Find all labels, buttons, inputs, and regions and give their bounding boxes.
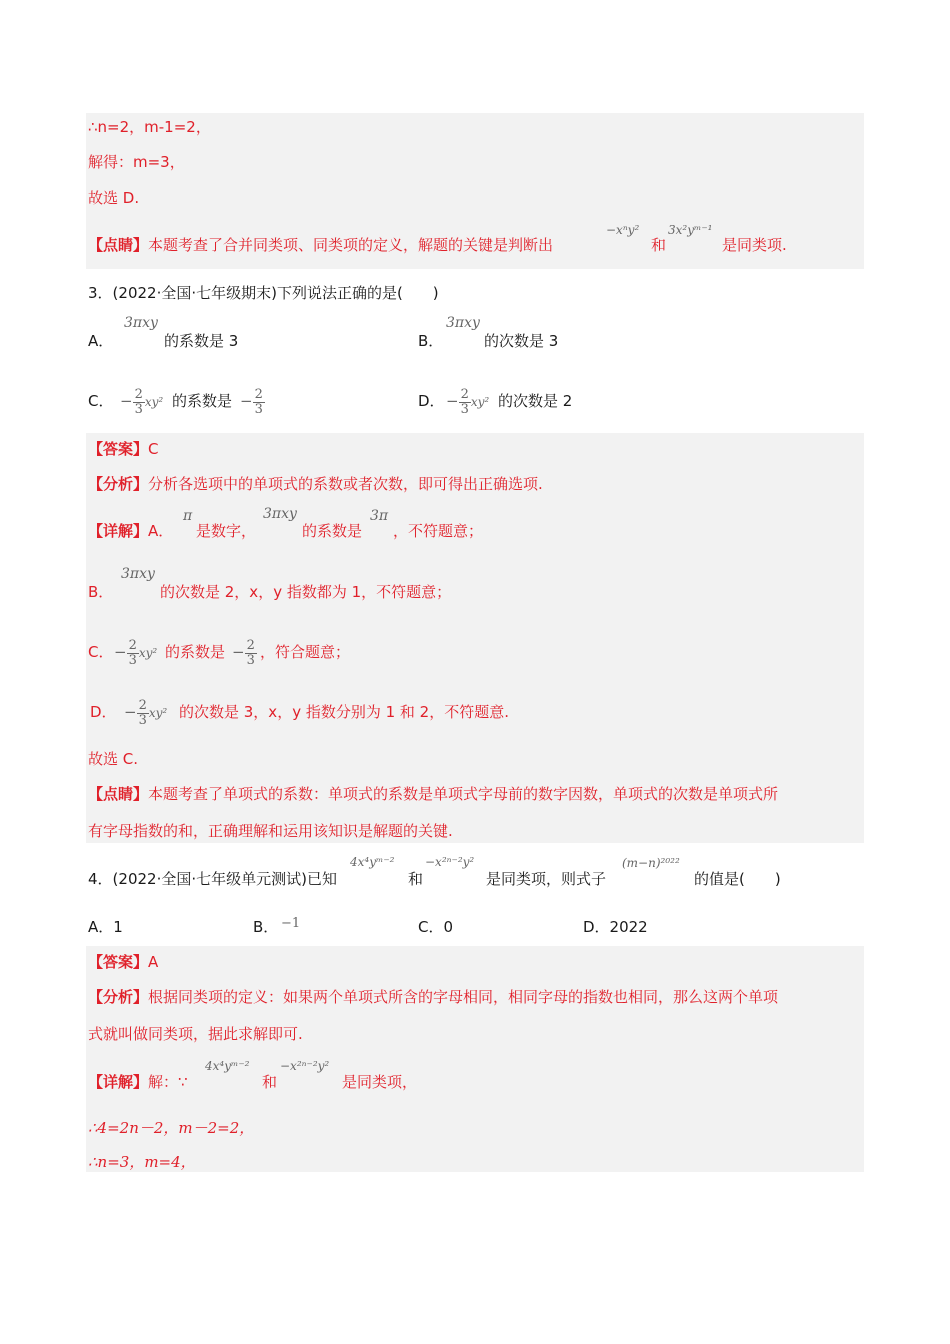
detail-tag: 【详解】 [88,522,149,540]
math-expression: − $\frac{2}{3}$ xy² [114,637,158,668]
note-text: 本题考查了合并同类项、同类项的定义，解题的关键是判断出 [148,236,554,254]
option-label: A． [88,332,114,350]
detail-line: 【详解】解：∵ [88,1073,188,1091]
note-tag: 【点睛】 [88,785,149,803]
detail-line: 【详解】A． [88,522,174,540]
answer-line [88,439,159,459]
option-text: 的系数是 [172,392,233,410]
math-expression: 4x⁴yᵐ⁻² [205,1059,250,1073]
option-text: 的次数是 2 [498,392,573,410]
solution-line: ∴n=2，m-1=2， [88,118,211,136]
detail-line: C． [88,643,114,661]
option-a: A．1 [88,918,123,936]
analysis-line [88,474,543,494]
analysis-line [88,987,778,1007]
solution-block-q4 [86,946,864,1172]
choice-line: 故选 C. [88,750,139,768]
answer-value: C [148,440,159,458]
math-expression: 3πxy [446,315,480,331]
math-expression: − $\frac{2}{3}$ xy² [446,386,490,417]
note-line: 有字母指数的和，正确理解和运用该知识是解题的关键. [88,822,453,840]
solution-block-q3 [86,433,864,843]
note-text: 和 [651,236,667,254]
option-d: D．2022 [583,918,648,936]
detail-line: D． [90,703,117,721]
answer-line [88,952,158,972]
analysis-tag: 【分析】 [88,475,149,493]
detail-text: ，符合题意； [260,643,351,661]
detail-text: 的系数是 [165,643,226,661]
analysis-tag: 【分析】 [88,988,149,1006]
analysis-text: 分析各选项中的单项式的系数或者次数，即可得出正确选项. [148,475,543,493]
solution-line: 故选 D. [88,189,140,207]
math-expression: − $\frac{2}{3}$ xy² [120,386,164,417]
detail-text: 的系数是 [302,522,363,540]
math-expression: −xⁿy² [606,223,640,237]
step-line: ∴4=2n－2，m－2=2， [88,1119,255,1137]
math-expression: π [183,508,193,524]
answer-value: A [148,953,159,971]
option-text: 的次数是 3 [484,332,559,350]
option-label: D． [418,392,445,410]
math-expression: 3πxy [124,315,158,331]
analysis-text: 根据同类项的定义：如果两个单项式所含的字母相同，相同字母的指数也相同，那么这两个单项 [148,988,779,1006]
math-expression: −x²ⁿ⁻²y² [280,1059,330,1073]
note-tag: 【点睛】 [88,236,149,254]
question-stem: 是同类项，则式子 [486,870,607,888]
math-expression: − $\frac{2}{3}$ [240,386,263,417]
option-label: C． [88,392,114,410]
math-expression: −1 [281,916,301,931]
math-expression: − $\frac{2}{3}$ xy² [124,697,168,728]
option-label: B． [253,918,279,936]
math-expression: − $\frac{2}{3}$ [232,637,255,668]
option-text: 的系数是 3 [164,332,239,350]
question-stem: 3．(2022·全国·七年级期末)下列说法正确的是( ) [88,284,439,302]
detail-text: 和 [262,1073,278,1091]
note-line [88,235,553,255]
answer-tag: 【答案】 [88,440,149,458]
detail-text: 是数字， [196,522,257,540]
detail-text: 是同类项， [342,1073,418,1091]
step-line: ∴n=3，m=4， [88,1153,196,1171]
math-expression: 3πxy [263,506,297,522]
math-expression: 3πxy [121,566,155,582]
question-stem: 的值是( ) [694,870,781,888]
note-line [88,784,778,804]
detail-text: 的次数是 2，x，y 指数都为 1，不符题意； [160,583,452,601]
note-text: 本题考查了单项式的系数：单项式的系数是单项式字母前的数字因数，单项式的次数是单项式所 [148,785,779,803]
detail-line: B． [88,583,114,601]
answer-tag: 【答案】 [88,953,149,971]
question-stem: 4．(2022·全国·七年级单元测试)已知 [88,870,337,888]
math-expression: (m−n)²⁰²² [622,856,680,870]
math-expression: 3π [370,508,389,524]
option-c: C．0 [418,918,454,936]
solution-line: 解得：m=3， [88,153,185,171]
math-expression: 3x²yᵐ⁻¹ [668,223,713,237]
math-expression: −x²ⁿ⁻²y² [425,855,475,869]
detail-text: 的次数是 3，x，y 指数分别为 1 和 2，不符题意. [179,703,509,721]
detail-text: ，不符题意； [393,522,484,540]
note-text: 是同类项. [722,236,787,254]
detail-tag: 【详解】 [88,1073,149,1091]
option-label: B． [418,332,444,350]
math-expression: 4x⁴yᵐ⁻² [350,855,395,869]
analysis-line: 式就叫做同类项，据此求解即可. [88,1025,303,1043]
question-stem: 和 [408,870,424,888]
